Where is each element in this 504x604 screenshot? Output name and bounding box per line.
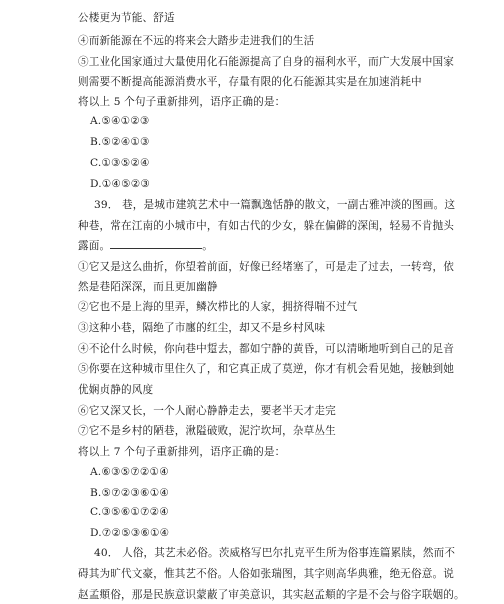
question-39-stem: 39． 巷，是城市建筑艺术中一篇飘逸恬静的散文，一副古雅冲淡的图画。这 bbox=[94, 198, 456, 211]
text-prefix: 露面。 bbox=[78, 239, 111, 252]
option-c: C.③⑤⑥①⑦②④ bbox=[90, 506, 169, 519]
text-line: 种巷，常在江南的小城市中，有如古代的少女，躲在偏僻的深闺，轻易不肯抛头 bbox=[78, 219, 455, 232]
option-c: C.①③⑤②④ bbox=[90, 157, 150, 170]
text-line bbox=[78, 239, 213, 253]
text-line: ⑤工业化国家通过大量使用化石能源提高了自身的福利水平，而广大发展中国家 bbox=[78, 55, 455, 68]
text-line: 然是巷陌深深，而且更加幽静 bbox=[78, 281, 218, 294]
question-prompt: 将以上 7 个句子重新排列，语序正确的是： bbox=[78, 445, 286, 458]
sentence-5: ⑤你要在这种城市里住久了，和它真正成了莫逆，你才有机会看见她，接触到她 bbox=[78, 363, 455, 376]
text-line: 碍其为旷代文豪，惟其艺不俗。人俗如张瑞图，其字则高华典雅，绝无俗意。说 bbox=[78, 568, 455, 581]
text-suffix: 。 bbox=[202, 239, 213, 252]
text-line: 则需要不断提高能源消费水平，存量有限的化石能源其实是在加速消耗中 bbox=[78, 75, 422, 88]
text-line: 赵孟頫俗，那是民族意识蒙蔽了审美意识，其实赵孟頫的字是不会与俗字联姻的。 bbox=[78, 589, 465, 601]
sentence-1: ①它又是这么曲折，你望着前面，好像已经堵塞了，可是走了过去，一转弯，依 bbox=[78, 260, 455, 273]
text-line: 优娴贞静的风度 bbox=[78, 384, 154, 396]
option-b: B.⑤⑦②③⑥①④ bbox=[90, 486, 169, 499]
option-a: A.⑤④①②③ bbox=[90, 115, 150, 128]
sentence-7: ⑦它不是乡村的陋巷，湫隘破败，泥泞坎坷，杂草丛生 bbox=[78, 424, 336, 437]
option-a: A.⑥③⑤⑦②①④ bbox=[90, 465, 169, 478]
sentence-6: ⑥它又深又长，一个人耐心静静走去，要老半天才走完 bbox=[78, 404, 336, 417]
sentence-4: ④不论什么时候，你向巷中踅去，都如宁静的黄昏，可以清晰地听到自己的足音 bbox=[78, 343, 455, 356]
question-40-stem: 40． 人俗，其艺未必俗。茨威格写巴尔扎克平生所为俗事连篇累牍，然而不 bbox=[94, 547, 456, 560]
option-d: D.⑦②⑤③⑥①④ bbox=[90, 527, 170, 540]
option-b: B.⑤②④①③ bbox=[90, 136, 150, 149]
sentence-2: ②它也不是上海的里弄，鳞次栉比的人家，拥挤得喘不过气 bbox=[78, 301, 358, 314]
answer-blank bbox=[110, 239, 202, 249]
text-line: 公楼更为节能、舒适 bbox=[78, 12, 175, 24]
sentence-3: ③这种小巷，隔绝了市廛的红尘，却又不是乡村风味 bbox=[78, 322, 326, 335]
option-d: D.①④⑤②③ bbox=[90, 178, 151, 190]
question-prompt: 将以上 5 个句子重新排列，语序正确的是： bbox=[78, 95, 286, 108]
text-line: ④而新能源在不远的将来会大踏步走进我们的生活 bbox=[78, 34, 315, 47]
